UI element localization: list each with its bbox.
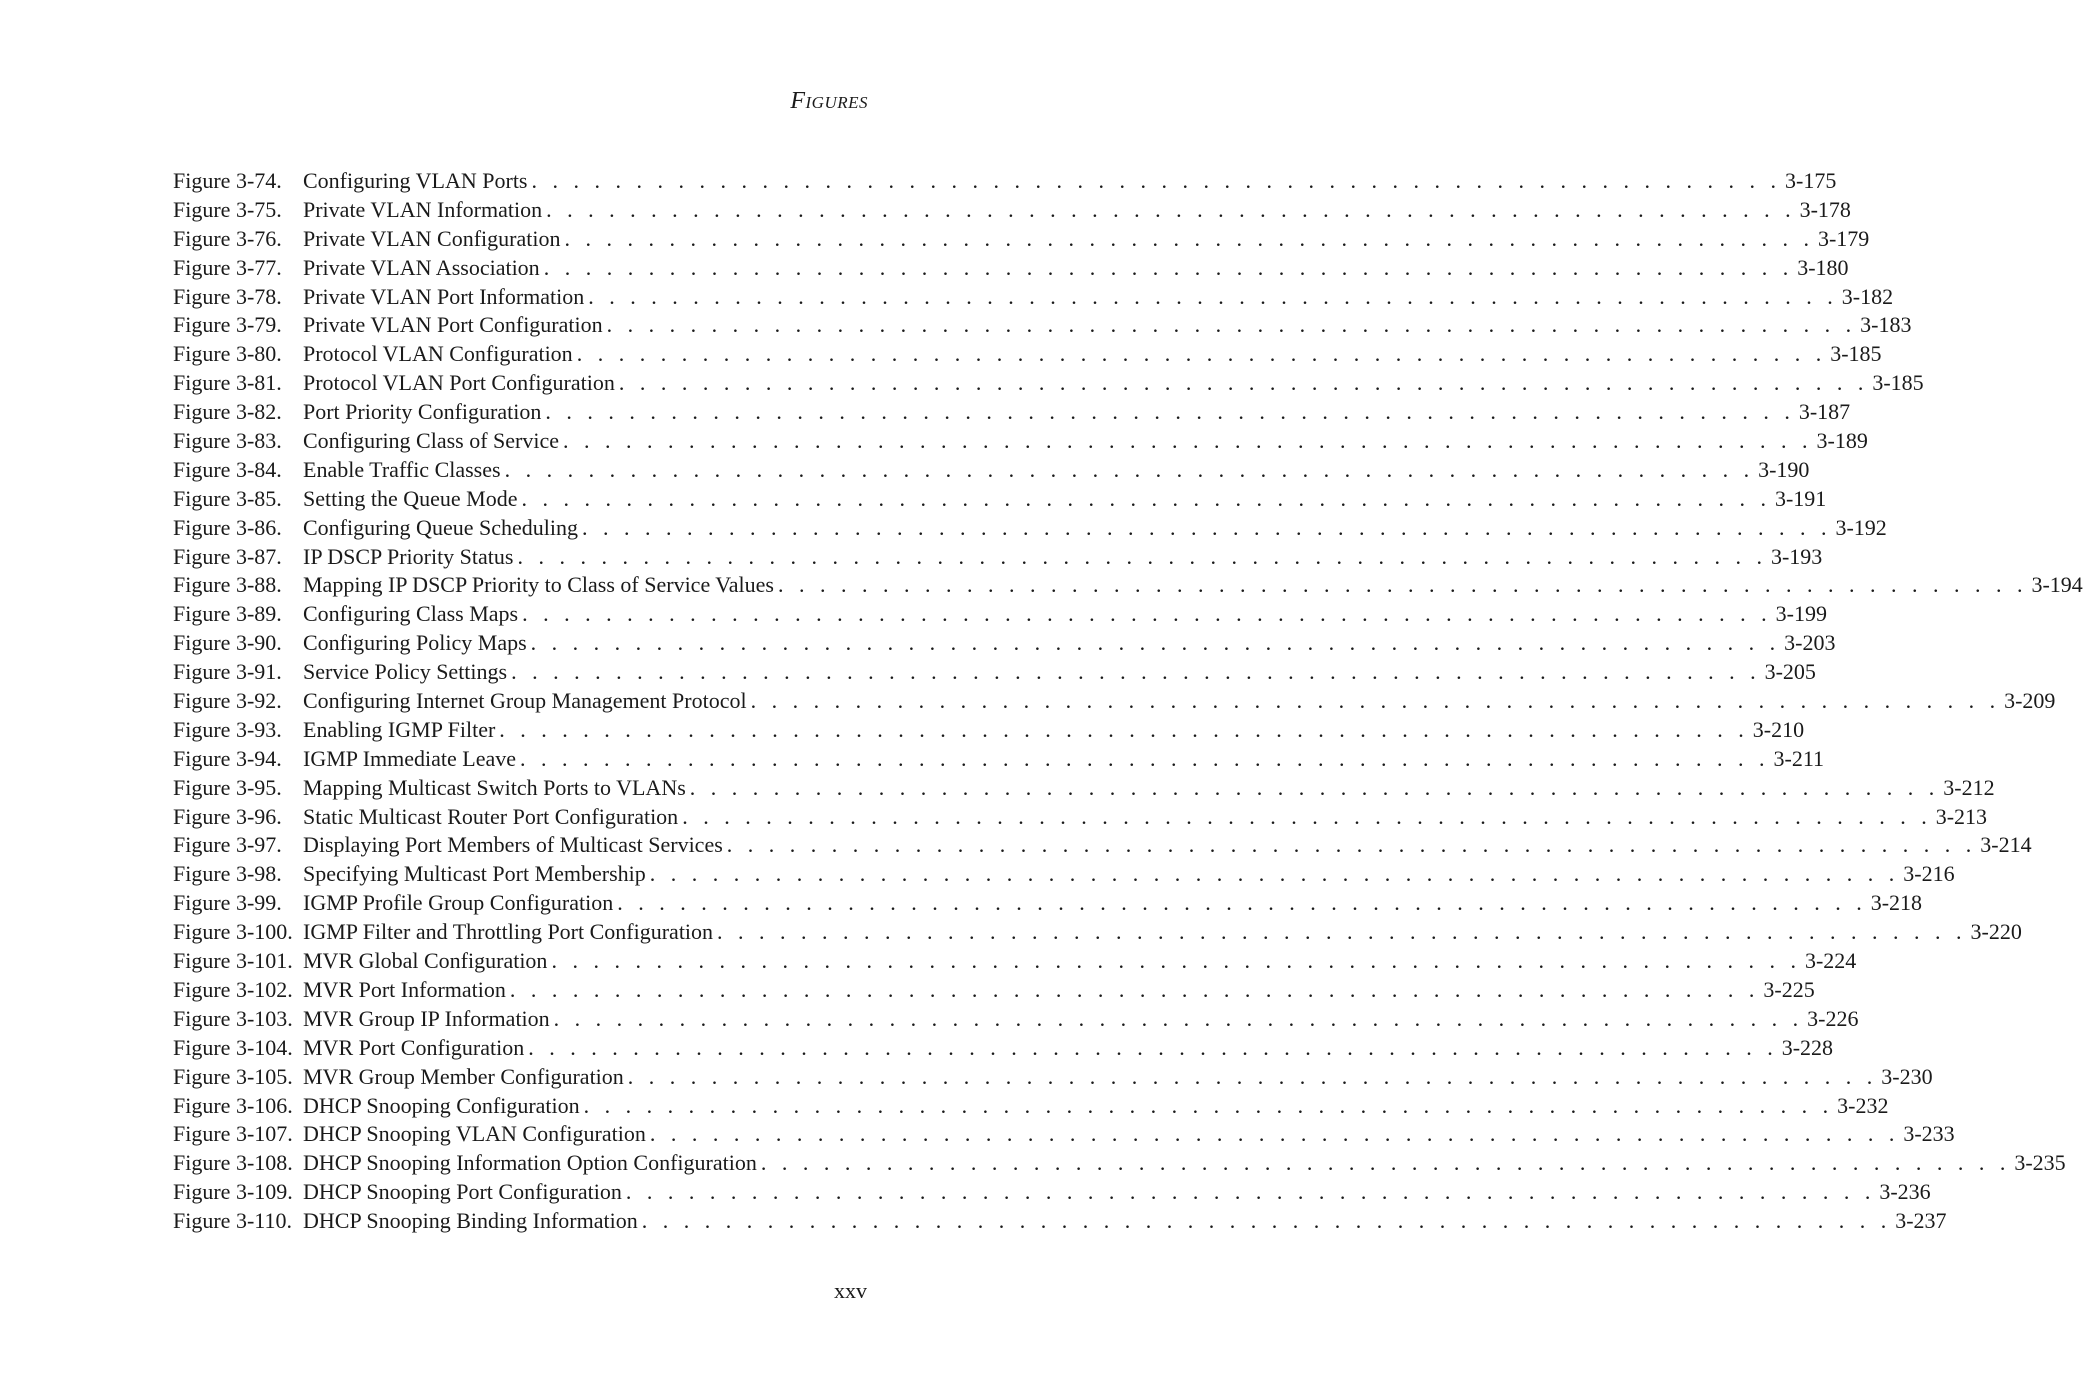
toc-entry[interactable] xyxy=(173,774,1995,804)
dot-leader: . . . . . . . . . . . . . . . . . . . . . . . . . . . . . . . . . . . . . . . . . . . . . . . . . . . . . . . . . . . . xyxy=(627,1063,1878,1089)
toc-entry[interactable] xyxy=(173,630,1836,659)
dot-leader: . . . . . . . . . . . . . . . . . . . . . . . . . . . . . . . . . . . . . . . . . . . . . . . . . . . . . . . . . . . . xyxy=(528,1034,1778,1060)
figure-number: Figure 3-101. xyxy=(173,948,293,974)
dot-leader: . . . . . . . . . . . . . . . . . . . . . . . . . . . . . . . . . . . . . . . . . . . . . . . . . . . . . . . . . . . . xyxy=(726,832,1977,858)
figure-title: Configuring Policy Maps xyxy=(303,630,527,656)
toc-entry[interactable] xyxy=(173,919,2022,948)
dot-leader: . . . . . . . . . . . . . . . . . . . . . . . . . . . . . . . . . . . . . . . . . . . . . . . . . . . . . . . . . . . . xyxy=(641,1208,1892,1234)
figure-title: Private VLAN Configuration xyxy=(303,225,561,251)
toc-entry[interactable] xyxy=(173,745,1825,775)
figure-title: Configuring Internet Group Management Protocol xyxy=(303,688,747,714)
toc-entry[interactable] xyxy=(173,601,1827,630)
figure-number: Figure 3-89. xyxy=(173,601,282,627)
figure-title: Setting the Queue Mode xyxy=(303,485,518,511)
figure-title: Mapping Multicast Switch Ports to VLANs xyxy=(303,774,686,800)
figure-title: Port Priority Configuration xyxy=(303,399,542,425)
figure-number: Figure 3-105. xyxy=(173,1063,293,1089)
toc-entry[interactable] xyxy=(173,803,1988,833)
figure-number: Figure 3-88. xyxy=(173,572,282,598)
page-reference: 3-228 xyxy=(1781,1034,1834,1060)
figure-number: Figure 3-85. xyxy=(173,485,282,511)
page-reference: 3-218 xyxy=(1870,890,1923,916)
figure-number: Figure 3-95. xyxy=(173,774,282,800)
page-reference: 3-182 xyxy=(1841,283,1894,309)
dot-leader: . . . . . . . . . . . . . . . . . . . . . . . . . . . . . . . . . . . . . . . . . . . . . . . . . . . . . . . . . . . . xyxy=(564,225,1814,251)
figure-title: Enabling IGMP Filter xyxy=(303,716,496,742)
dot-leader: . . . . . . . . . . . . . . . . . . . . . . . . . . . . . . . . . . . . . . . . . . . . . . . . . . . . . . . . . . . . xyxy=(581,514,1832,540)
running-header-rest: IGURES xyxy=(805,93,868,112)
toc-entry[interactable] xyxy=(173,196,1851,226)
figure-title: DHCP Snooping Binding Information xyxy=(303,1208,638,1234)
figure-title: Configuring Class of Service xyxy=(303,428,560,454)
dot-leader: . . . . . . . . . . . . . . . . . . . . . . . . . . . . . . . . . . . . . . . . . . . . . . . . . . . . . . . . . . . . xyxy=(543,254,1794,280)
figure-title: Static Multicast Router Port Configuration xyxy=(303,803,679,829)
toc-entry[interactable] xyxy=(173,283,1894,313)
dot-leader: . . . . . . . . . . . . . . . . . . . . . . . . . . . . . . . . . . . . . . . . . . . . . . . . . . . . . . . . . . . . xyxy=(509,976,1760,1002)
figure-number: Figure 3-87. xyxy=(173,543,282,569)
dot-leader: . . . . . . . . . . . . . . . . . . . . . . . . . . . . . . . . . . . . . . . . . . . . . . . . . . . . . . . . . . . . xyxy=(504,456,1755,482)
figure-title: Specifying Multicast Port Membership xyxy=(303,861,646,887)
page-reference: 3-205 xyxy=(1764,659,1816,685)
figure-number: Figure 3-93. xyxy=(173,716,282,742)
figure-number: Figure 3-104. xyxy=(173,1034,293,1060)
figure-title: IGMP Filter and Throttling Port Configuration xyxy=(303,919,714,945)
figure-title: MVR Group IP Information xyxy=(303,1005,550,1031)
page-reference: 3-189 xyxy=(1816,428,1868,454)
page-reference: 3-178 xyxy=(1799,196,1851,222)
dot-leader: . . . . . . . . . . . . . . . . . . . . . . . . . . . . . . . . . . . . . . . . . . . . . . . . . . . . . . . . . . . . xyxy=(606,312,1857,338)
figure-title: MVR Port Configuration xyxy=(303,1034,525,1060)
figure-number: Figure 3-75. xyxy=(173,196,282,222)
toc-entry[interactable] xyxy=(173,976,1815,1006)
page-reference: 3-213 xyxy=(1935,803,1988,829)
page-reference: 3-180 xyxy=(1797,254,1849,280)
figure-title: MVR Group Member Configuration xyxy=(303,1063,624,1089)
toc-entry[interactable] xyxy=(173,225,1870,255)
figure-title: IGMP Profile Group Configuration xyxy=(303,890,614,916)
dot-leader: . . . . . . . . . . . . . . . . . . . . . . . . . . . . . . . . . . . . . . . . . . . . . . . . . . . . . . . . . . . . xyxy=(682,803,1932,829)
toc-entry[interactable] xyxy=(173,1179,1931,1208)
list-of-figures xyxy=(173,168,2083,1237)
figure-number: Figure 3-98. xyxy=(173,861,282,887)
dot-leader: . . . . . . . . . . . . . . . . . . . . . . . . . . . . . . . . . . . . . . . . . . . . . . . . . . . . . . . . . . . . xyxy=(553,1005,1804,1031)
page-reference: 3-183 xyxy=(1860,312,1912,338)
toc-entry[interactable] xyxy=(173,716,1805,746)
page-reference: 3-203 xyxy=(1784,630,1836,656)
dot-leader: . . . . . . . . . . . . . . . . . . . . . . . . . . . . . . . . . . . . . . . . . . . . . . . . . . . . . . . . . . . . xyxy=(625,1179,1876,1205)
figure-title: Service Policy Settings xyxy=(303,659,508,685)
toc-entry[interactable] xyxy=(173,572,2083,601)
toc-entry[interactable] xyxy=(173,1063,1933,1093)
figure-title: Configuring VLAN Ports xyxy=(303,168,528,193)
page-reference: 3-210 xyxy=(1752,716,1805,742)
dot-leader: . . . . . . . . . . . . . . . . . . . . . . . . . . . . . . . . . . . . . . . . . . . . . . . . . . . . . . . . . . . . xyxy=(546,196,1796,222)
dot-leader: . . . . . . . . . . . . . . . . . . . . . . . . . . . . . . . . . . . . . . . . . . . . . . . . . . . . . . . . . . . . xyxy=(499,716,1749,742)
page-reference: 3-224 xyxy=(1804,948,1857,974)
dot-leader: . . . . . . . . . . . . . . . . . . . . . . . . . . . . . . . . . . . . . . . . . . . . . . . . . . . . . . . . . . . . xyxy=(545,399,1795,425)
dot-leader: . . . . . . . . . . . . . . . . . . . . . . . . . . . . . . . . . . . . . . . . . . . . . . . . . . . . . . . . . . . . xyxy=(717,919,1967,945)
page-reference: 3-187 xyxy=(1798,399,1851,425)
figure-number: Figure 3-78. xyxy=(173,283,282,309)
toc-entry[interactable] xyxy=(173,370,1924,399)
toc-entry[interactable] xyxy=(173,832,2032,861)
page-reference: 3-193 xyxy=(1770,543,1823,569)
figure-number: Figure 3-81. xyxy=(173,370,282,396)
page-reference: 3-185 xyxy=(1830,341,1882,367)
figure-title: Private VLAN Port Information xyxy=(303,283,585,309)
page-reference: 3-199 xyxy=(1775,601,1827,627)
page-reference: 3-235 xyxy=(2014,1150,2066,1176)
toc-entry[interactable] xyxy=(173,1092,1889,1122)
dot-leader: . . . . . . . . . . . . . . . . . . . . . . . . . . . . . . . . . . . . . . . . . . . . . . . . . . . . . . . . . . . . xyxy=(520,745,1770,771)
page-reference: 3-216 xyxy=(1903,861,1955,887)
figure-title: MVR Port Information xyxy=(303,976,506,1002)
toc-entry[interactable] xyxy=(173,1121,1955,1150)
figure-title: Mapping IP DSCP Priority to Class of Service Values xyxy=(303,572,774,598)
toc-entry[interactable] xyxy=(173,341,1882,370)
page-reference: 3-220 xyxy=(1970,919,2022,945)
page-number: xxv xyxy=(834,1278,867,1303)
figure-number: Figure 3-74. xyxy=(173,168,282,193)
dot-leader: . . . . . . . . . . . . . . . . . . . . . . . . . . . . . . . . . . . . . . . . . . . . . . . . . . . . . . . . . . . . xyxy=(760,1150,2011,1176)
dot-leader: . . . . . . . . . . . . . . . . . . . . . . . . . . . . . . . . . . . . . . . . . . . . . . . . . . . . . . . . . . . . xyxy=(583,1092,1834,1118)
running-header xyxy=(790,88,868,115)
page-reference: 3-190 xyxy=(1758,456,1810,482)
toc-entry[interactable] xyxy=(173,1208,1947,1237)
figure-number: Figure 3-100. xyxy=(173,919,293,945)
page-reference: 3-192 xyxy=(1835,514,1887,540)
page-reference: 3-175 xyxy=(1785,168,1837,193)
page-reference: 3-209 xyxy=(2004,688,2056,714)
dot-leader: . . . . . . . . . . . . . . . . . . . . . . . . . . . . . . . . . . . . . . . . . . . . . . . . . . . . . . . . . . . . xyxy=(551,948,1801,974)
figure-title: Private VLAN Association xyxy=(303,254,540,280)
page-reference: 3-179 xyxy=(1817,225,1870,251)
toc-entry[interactable] xyxy=(173,485,1827,515)
figure-title: Enable Traffic Classes xyxy=(303,456,501,482)
dot-leader: . . . . . . . . . . . . . . . . . . . . . . . . . . . . . . . . . . . . . . . . . . . . . . . . . . . . . . . . . . . . xyxy=(521,485,1771,511)
figure-number: Figure 3-84. xyxy=(173,456,282,482)
dot-leader: . . . . . . . . . . . . . . . . . . . . . . . . . . . . . . . . . . . . . . . . . . . . . . . . . . . . . . . . . . . . xyxy=(576,341,1827,367)
page-reference: 3-214 xyxy=(1980,832,2032,858)
figure-title: Protocol VLAN Port Configuration xyxy=(303,370,615,396)
dot-leader: . . . . . . . . . . . . . . . . . . . . . . . . . . . . . . . . . . . . . . . . . . . . . . . . . . . . . . . . . . . . xyxy=(689,774,1940,800)
page-reference: 3-226 xyxy=(1807,1005,1859,1031)
figure-number: Figure 3-94. xyxy=(173,745,282,771)
page-reference: 3-194 xyxy=(2031,572,2083,598)
dot-leader: . . . . . . . . . . . . . . . . . . . . . . . . . . . . . . . . . . . . . . . . . . . . . . . . . . . . . . . . . . . . xyxy=(777,572,2028,598)
figure-title: Displaying Port Members of Multicast Services xyxy=(303,832,723,858)
figure-title: DHCP Snooping Configuration xyxy=(303,1092,580,1118)
figure-title: DHCP Snooping Port Configuration xyxy=(303,1179,622,1205)
page-reference: 3-211 xyxy=(1773,745,1825,771)
toc-entry[interactable] xyxy=(173,514,1887,544)
toc-entry[interactable] xyxy=(173,890,1923,919)
dot-leader: . . . . . . . . . . . . . . . . . . . . . . . . . . . . . . . . . . . . . . . . . . . . . . . . . . . . . . . . . . . . xyxy=(649,861,1900,887)
dot-leader: . . . . . . . . . . . . . . . . . . . . . . . . . . . . . . . . . . . . . . . . . . . . . . . . . . . . . . . . . . . . xyxy=(750,688,2001,714)
dot-leader: . . . . . . . . . . . . . . . . . . . . . . . . . . . . . . . . . . . . . . . . . . . . . . . . . . . . . . . . . . . . xyxy=(531,168,1781,193)
toc-entry[interactable] xyxy=(173,1150,2066,1179)
dot-leader: . . . . . . . . . . . . . . . . . . . . . . . . . . . . . . . . . . . . . . . . . . . . . . . . . . . . . . . . . . . . xyxy=(588,283,1838,309)
page-reference: 3-191 xyxy=(1774,485,1827,511)
dot-leader: . . . . . . . . . . . . . . . . . . . . . . . . . . . . . . . . . . . . . . . . . . . . . . . . . . . . . . . . . . . . xyxy=(530,630,1781,656)
toc-entry[interactable] xyxy=(173,861,1955,890)
toc-entry[interactable] xyxy=(173,688,2056,717)
figure-title: IP DSCP Priority Status xyxy=(303,543,514,569)
figure-number: Figure 3-99. xyxy=(173,890,282,916)
page-reference: 3-237 xyxy=(1895,1208,1947,1234)
running-header-initial: F xyxy=(790,88,806,114)
page-reference: 3-236 xyxy=(1879,1179,1931,1205)
figure-number: Figure 3-102. xyxy=(173,976,293,1002)
toc-entry[interactable] xyxy=(173,948,1857,977)
toc-entry[interactable] xyxy=(173,312,1912,341)
page-reference: 3-233 xyxy=(1903,1121,1955,1147)
dot-leader: . . . . . . . . . . . . . . . . . . . . . . . . . . . . . . . . . . . . . . . . . . . . . . . . . . . . . . . . . . . . xyxy=(649,1121,1900,1147)
figure-number: Figure 3-109. xyxy=(173,1179,293,1205)
toc-entry[interactable] xyxy=(173,168,1837,197)
figure-number: Figure 3-76. xyxy=(173,225,282,251)
figure-title: IGMP Immediate Leave xyxy=(303,745,516,771)
figure-number: Figure 3-82. xyxy=(173,399,282,425)
page-reference: 3-225 xyxy=(1763,976,1815,1002)
toc-entry[interactable] xyxy=(173,428,1868,457)
page-reference: 3-232 xyxy=(1837,1092,1889,1118)
figure-number: Figure 3-91. xyxy=(173,659,282,685)
figure-title: Protocol VLAN Configuration xyxy=(303,341,573,367)
figure-number: Figure 3-86. xyxy=(173,514,282,540)
toc-entry[interactable] xyxy=(173,456,1810,486)
figure-number: Figure 3-92. xyxy=(173,688,282,714)
dot-leader: . . . . . . . . . . . . . . . . . . . . . . . . . . . . . . . . . . . . . . . . . . . . . . . . . . . . . . . . . . . . xyxy=(563,428,1813,454)
figure-number: Figure 3-79. xyxy=(173,312,282,338)
toc-entry[interactable] xyxy=(173,659,1816,688)
figure-number: Figure 3-108. xyxy=(173,1150,293,1176)
dot-leader: . . . . . . . . . . . . . . . . . . . . . . . . . . . . . . . . . . . . . . . . . . . . . . . . . . . . . . . . . . . . xyxy=(517,543,1767,569)
page-reference: 3-230 xyxy=(1881,1063,1933,1089)
figure-title: Private VLAN Port Configuration xyxy=(303,312,603,338)
figure-title: Configuring Class Maps xyxy=(303,601,519,627)
dot-leader: . . . . . . . . . . . . . . . . . . . . . . . . . . . . . . . . . . . . . . . . . . . . . . . . . . . . . . . . . . . . xyxy=(511,659,1761,685)
figure-number: Figure 3-96. xyxy=(173,803,282,829)
figure-number: Figure 3-90. xyxy=(173,630,282,656)
figure-number: Figure 3-83. xyxy=(173,428,282,454)
figure-number: Figure 3-97. xyxy=(173,832,282,858)
page-reference: 3-185 xyxy=(1872,370,1924,396)
figure-number: Figure 3-107. xyxy=(173,1121,293,1147)
figure-number: Figure 3-80. xyxy=(173,341,282,367)
figure-number: Figure 3-106. xyxy=(173,1092,293,1118)
toc-entry[interactable] xyxy=(173,254,1849,284)
figure-title: Private VLAN Information xyxy=(303,196,543,222)
toc-entry[interactable] xyxy=(173,399,1851,428)
toc-entry[interactable] xyxy=(173,1005,1859,1035)
toc-entry[interactable] xyxy=(173,543,1823,573)
dot-leader: . . . . . . . . . . . . . . . . . . . . . . . . . . . . . . . . . . . . . . . . . . . . . . . . . . . . . . . . . . . . xyxy=(522,601,1772,627)
dot-leader: . . . . . . . . . . . . . . . . . . . . . . . . . . . . . . . . . . . . . . . . . . . . . . . . . . . . . . . . . . . . xyxy=(617,890,1867,916)
figure-number: Figure 3-103. xyxy=(173,1005,293,1031)
figure-title: DHCP Snooping VLAN Configuration xyxy=(303,1121,646,1147)
figure-title: DHCP Snooping Information Option Configuration xyxy=(303,1150,757,1176)
toc-entry[interactable] xyxy=(173,1034,1834,1064)
figure-number: Figure 3-77. xyxy=(173,254,282,280)
figure-title: MVR Global Configuration xyxy=(303,948,548,974)
figure-title: Configuring Queue Scheduling xyxy=(303,514,578,540)
figure-number: Figure 3-110. xyxy=(173,1208,292,1234)
dot-leader: . . . . . . . . . . . . . . . . . . . . . . . . . . . . . . . . . . . . . . . . . . . . . . . . . . . . . . . . . . . . xyxy=(618,370,1869,396)
page-reference: 3-212 xyxy=(1943,774,1995,800)
